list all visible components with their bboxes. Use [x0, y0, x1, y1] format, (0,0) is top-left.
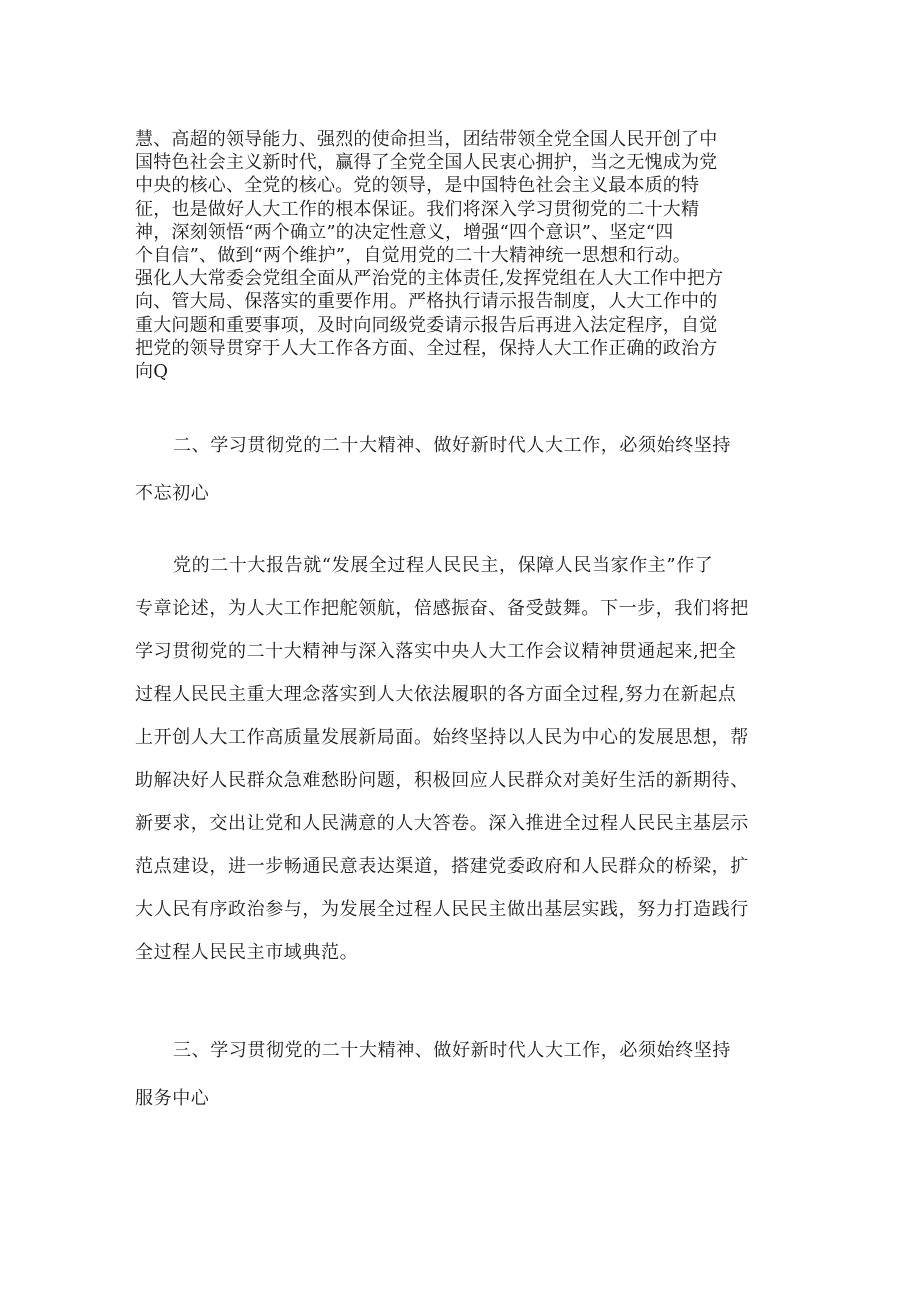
text-line: 党的二十大报告就“发展全过程人民民主，保障人民当家作主”作了	[173, 555, 714, 576]
text-line: 神，深刻领悟“两个确立”的决定性意义，增强“四个意识”、坚定“四	[135, 221, 674, 243]
text-line: 全过程人民民主市域典范。	[135, 942, 359, 963]
text-line: 征，也是做好人大工作的根本保证。我们将深入学习贯彻党的二十大精	[135, 198, 700, 220]
heading-line: 服务中心	[135, 1088, 210, 1109]
text-line: 上开创人大工作高质量发展新局面。始终坚持以人民为中心的发展思想，帮	[135, 727, 749, 748]
text-line: 范点建设，进一步畅通民意表达渠道，搭建党委政府和人民群众的桥梁，扩	[135, 856, 749, 877]
text-line: 国特色社会主义新时代，赢得了全党全国人民衷心拥护，当之无愧成为党	[135, 152, 718, 174]
heading-line: 三、学习贯彻党的二十大精神、做好新时代人大工作，必须始终坚持	[173, 1040, 731, 1061]
text-line: 中央的核心、全党的核心。党的领导，是中国特色社会主义最本质的特	[135, 175, 700, 197]
text-line: 把党的领导贯穿于人大工作各方面、全过程，保持人大工作正确的政治方	[135, 337, 718, 359]
section-three-heading	[135, 1033, 795, 1117]
section-two-body	[135, 548, 795, 971]
heading-line: 二、学习贯彻党的二十大精神、做好新时代人大工作，必须始终坚持	[173, 435, 731, 456]
text-line: 强化人大常委会党组全面从严治党的主体责任,发挥党组在人大工作中把方	[135, 268, 724, 290]
text-line: 慧、高超的领导能力、强烈的使命担当，团结带领全党全国人民开创了中	[135, 129, 718, 150]
text-line: 大人民有序政治参与，为发展全过程人民民主做出基层实践，努力打造践行	[135, 899, 749, 920]
text-line: 新要求，交出让党和人民满意的人大答卷。深入推进全过程人民民主基层示	[135, 813, 749, 834]
text-line: 向Q	[135, 361, 169, 383]
text-line: 个自信”、做到“两个维护”，自觉用党的二十大精神统一思想和行动。	[135, 245, 692, 267]
text-line: 助解决好人民群众急难愁盼问题，积极回应人民群众对美好生活的新期待、	[135, 770, 749, 791]
section-two-heading	[135, 428, 795, 512]
text-line: 学习贯彻党的二十大精神与深入落实中央人大工作会议精神贯通起来,把全	[135, 641, 737, 662]
intro-paragraph	[135, 128, 795, 383]
text-line: 向、管大局、保落实的重要作用。严格执行请示报告制度，人大工作中的	[135, 291, 718, 313]
text-line: 过程人民民主重大理念落实到人大依法履职的各方面全过程,努力在新起点	[135, 684, 737, 705]
text-line: 重大问题和重要事项，及时向同级党委请示报告后再进入法定程序，自觉	[135, 314, 718, 336]
heading-line: 不忘初心	[135, 483, 210, 504]
text-line: 专章论述，为人大工作把舵领航，倍感振奋、备受鼓舞。下一步，我们将把	[135, 598, 749, 619]
